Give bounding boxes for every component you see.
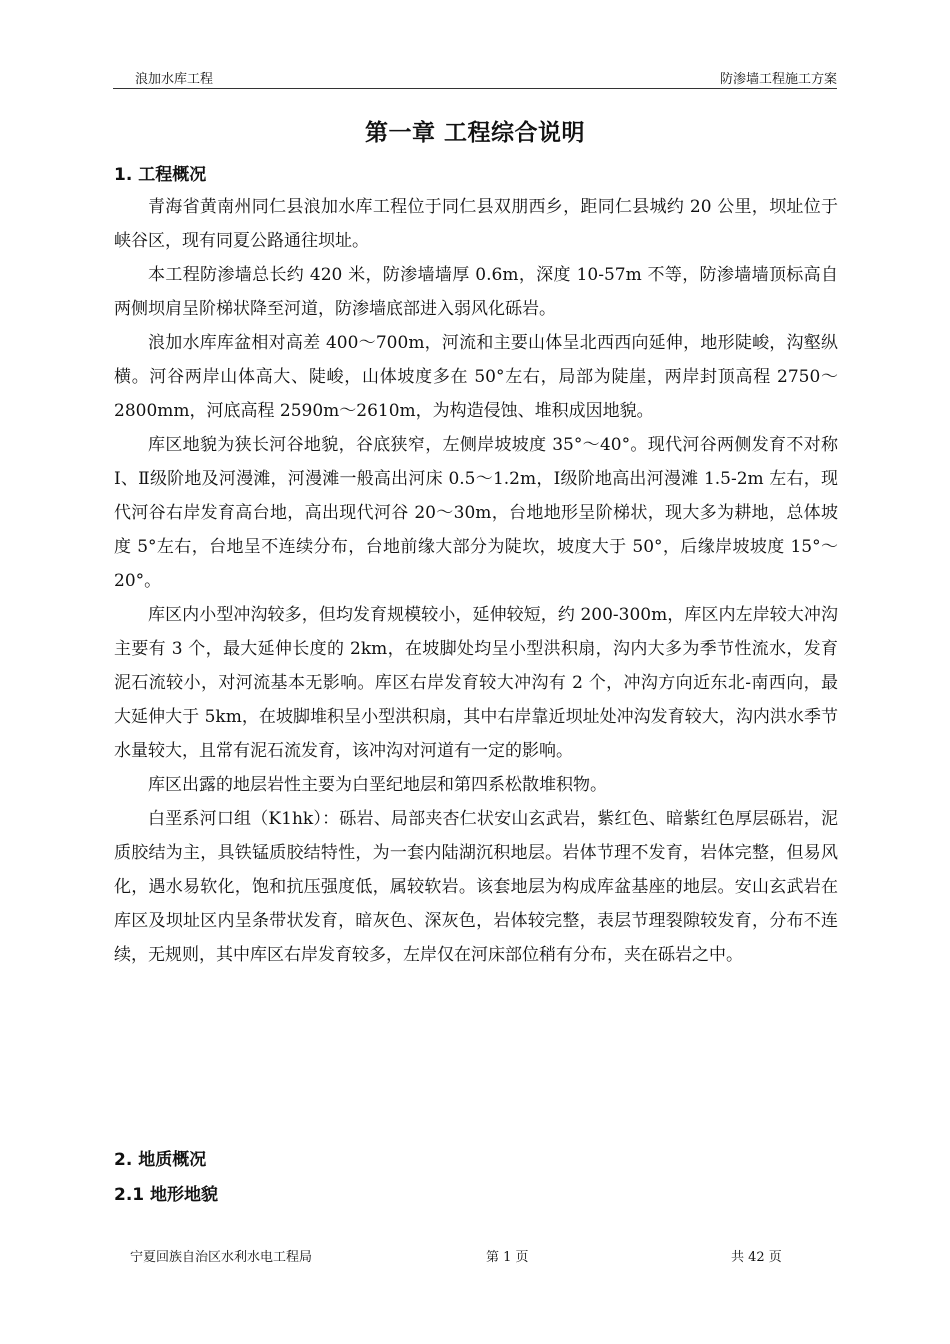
paragraph-cutoff-wall: 本工程防渗墙总长约 420 米，防渗墙墙厚 0.6m，深度 10-57m 不等，防渗墙墙顶标高自两侧坝肩呈阶梯状降至河道，防渗墙底部进入弱风化砾岩。 <box>114 265 838 319</box>
paragraph-cretaceous: 白垩系河口组（K1hk）：砾岩、局部夹杏仁状安山玄武岩，紫红色、暗紫红色厚层砾岩，泥质胶结为主，具铁锰质胶结特性，为一套内陆湖沉积地层。岩体节理不发育，岩体完整，但易风化，遇水易软化，饱和抗压强度低，属较软岩。该套地层为构成库盆基座的地层。安山玄武岩在库区及坝址区内呈条带状发育，暗灰色、深灰色，岩体较完整，表层节理裂隙较发育，分布不连续，无规则，其中库区右岸发育较多，左岸仅在河床部位稍有分布，夹在砾岩之中。 <box>114 809 838 965</box>
subsection-heading-topography: 2.1 地形地貌 <box>114 1185 219 1205</box>
footer-total-pages: 共 42 页 <box>731 1250 782 1265</box>
section-heading-overview: 1. 工程概况 <box>114 165 207 185</box>
chapter-title: 第一章 工程综合说明 <box>364 120 585 146</box>
section-heading-geology: 2. 地质概况 <box>114 1150 207 1170</box>
footer-organization: 宁夏回族自治区水利水电工程局 <box>130 1250 313 1265</box>
paragraph-strata: 库区出露的地层岩性主要为白垩纪地层和第四系松散堆积物。 <box>148 775 607 795</box>
page-header <box>113 66 837 89</box>
paragraph-landform: 库区地貌为狭长河谷地貌，谷底狭窄，左侧岸坡坡度 35°～40°。现代河谷两侧发育不对称Ⅰ、Ⅱ级阶地及河漫滩，河漫滩一般高出河床 0.5～1.2m，Ⅰ级阶地高出河漫滩 1.5-2m 左右，现代河谷右岸发育高台地，高出现代河谷 20～30m，台地地形呈阶梯状，现大多为耕地，总体坡度 5°左右，台地呈不连续分布，台地前缘大部分为陡坎，坡度大于 50°，后缘岸坡坡度 15°～20°。 <box>114 435 838 591</box>
paragraph-gullies: 库区内小型冲沟较多，但均发育规模较小，延伸较短，约 200-300m，库区内左岸较大冲沟主要有 3 个，最大延伸长度的 2km，在坡脚处均呈小型洪积扇，沟内大多为季节性流水，发育泥石流较小，对河流基本无影响。库区右岸发育较大冲沟有 2 个，冲沟方向近东北-南西向，最大延伸大于 5km，在坡脚堆积呈小型洪积扇，其中右岸靠近坝址处冲沟发育较大，沟内洪水季节水量较大，且常有泥石流发育，该冲沟对河道有一定的影响。 <box>114 605 838 761</box>
paragraph-reservoir-terrain: 浪加水库库盆相对高差 400～700m，河流和主要山体呈北西西向延伸，地形陡峻，沟壑纵横。河谷两岸山体高大、陡峻，山体坡度多在 50°左右，局部为陡崖，两岸封顶高程 2750～2800mm，河底高程 2590m～2610m，为构造侵蚀、堆积成因地貌。 <box>114 333 838 421</box>
header-document-title: 防渗墙工程施工方案 <box>719 72 837 87</box>
header-project-name: 浪加水库工程 <box>135 72 214 87</box>
section-body-overview <box>114 190 838 972</box>
footer-page-number: 第 1 页 <box>486 1250 529 1265</box>
paragraph-location: 青海省黄南州同仁县浪加水库工程位于同仁县双朋西乡，距同仁县城约 20 公里，坝址位于峡谷区，现有同夏公路通往坝址。 <box>114 197 838 251</box>
